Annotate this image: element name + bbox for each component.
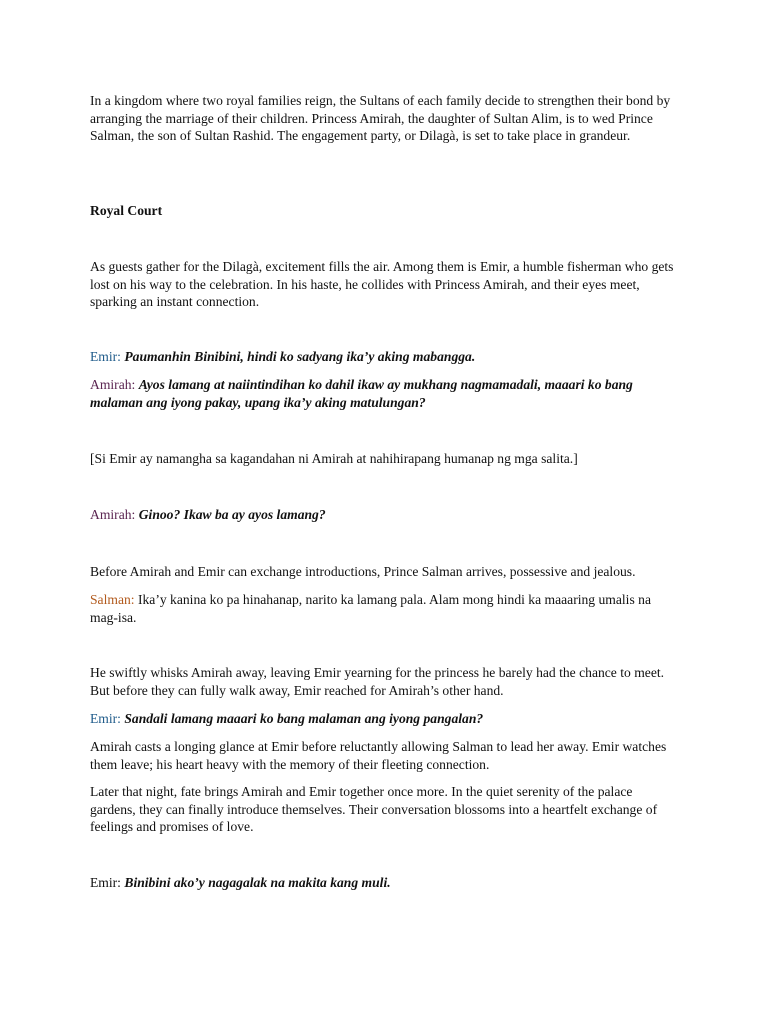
salman-arrives-paragraph: Before Amirah and Emir can exchange introductions, Prince Salman arrives, possessive and jealous.: [90, 564, 636, 579]
speaker-emir: Emir:: [90, 349, 121, 364]
dialogue-line: Sandali lamang maaari ko bang malaman ang iyong pangalan?: [124, 711, 484, 726]
dialogue-amirah-1: [90, 376, 680, 411]
dialogue-amirah-2: [90, 506, 680, 524]
guests-paragraph: As guests gather for the Dilagà, excitement fills the air. Among them is Emir, a humble fisherman who gets lost on his way to the celebration. In his haste, he collides with Princess Amirah, and their eyes meet, sparking an instant connection.: [90, 259, 674, 310]
stage-direction: [Si Emir ay namangha sa kagandahan ni Amirah at nahihirapang humanap ng mga salita.]: [90, 451, 578, 466]
whisks-away-paragraph: He swiftly whisks Amirah away, leaving Emir yearning for the princess he barely had the chance to meet. But before they can fully walk away, Emir reached for Amirah’s other hand.: [90, 665, 665, 698]
section-heading: Royal Court: [90, 203, 163, 218]
dialogue-line: Binibini ako’y nagagalak na makita kang muli.: [124, 875, 391, 890]
intro-paragraph: In a kingdom where two royal families reign, the Sultans of each family decide to strengthen their bond by arranging the marriage of their children. Princess Amirah, the daughter of Sultan Alim, is to wed Prince Salman, the son of Sultan Rashid. The engagement party, or Dilagà, is set to take place in grandeur.: [90, 93, 671, 144]
speaker-salman: Salman:: [90, 592, 135, 607]
speaker-emir: Emir:: [90, 711, 121, 726]
longing-glance-paragraph: Amirah casts a longing glance at Emir before reluctantly allowing Salman to lead her away. Emir watches them leave; his heart heavy with the memory of their fleeting connection.: [90, 739, 667, 772]
speaker-emir: Emir:: [90, 875, 121, 890]
speaker-amirah: Amirah:: [90, 507, 136, 522]
later-night-paragraph: Later that night, fate brings Amirah and Emir together once more. In the quiet serenity of the palace gardens, they can finally introduce themselves. Their conversation blossoms into a heartfelt exchange of feelings and promises of love.: [90, 784, 658, 835]
dialogue-salman-1: [90, 591, 680, 626]
dialogue-line: Ayos lamang at naiintindihan ko dahil ikaw ay mukhang nagmamadali, maaari ko bang malaman ang iyong pakay, upang ika’y aking matulungan?: [90, 377, 633, 410]
dialogue-line: Ika’y kanina ko pa hinahanap, narito ka lamang pala. Alam mong hindi ka maaaring umalis na mag-isa.: [90, 592, 651, 625]
dialogue-emir-1: [90, 348, 680, 366]
dialogue-emir-3: [90, 874, 680, 892]
speaker-amirah: Amirah:: [90, 377, 136, 392]
dialogue-emir-2: [90, 710, 680, 728]
dialogue-line: Ginoo? Ikaw ba ay ayos lamang?: [138, 507, 326, 522]
dialogue-line: Paumanhin Binibini, hindi ko sadyang ika’y aking mabangga.: [124, 349, 476, 364]
